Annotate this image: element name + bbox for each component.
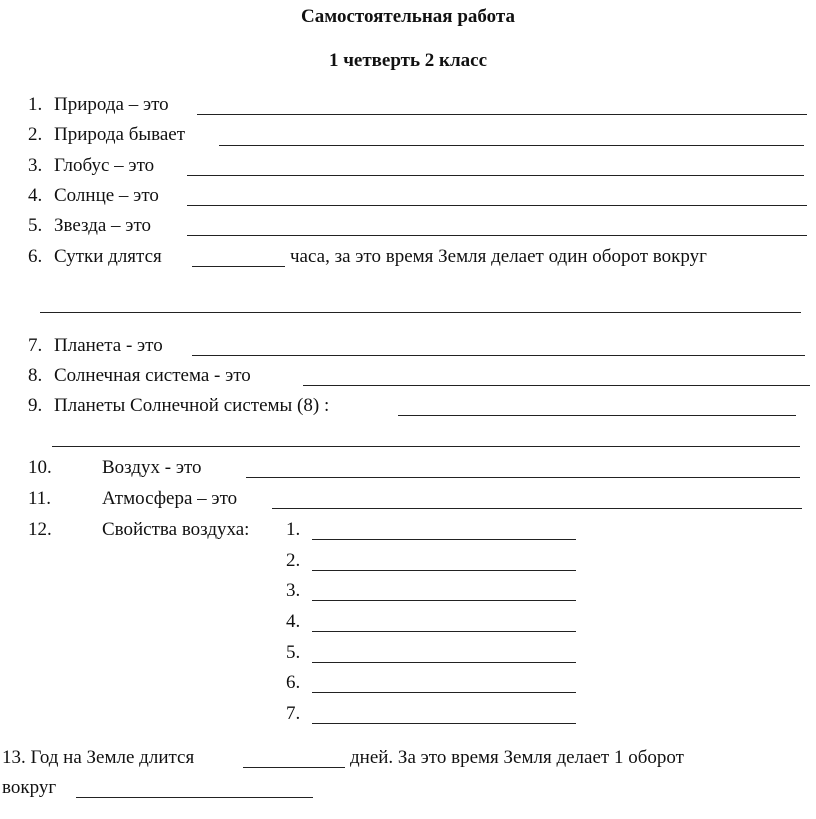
item-2-number: 2. [28,124,43,145]
answer-line-7[interactable] [192,355,805,356]
page-title: Самостоятельная работа [301,6,515,27]
item-9-text: Планеты Солнечной системы (8) : [54,395,330,416]
item-13-text-a: 13. Год на Земле длится [2,747,195,768]
property-5-number: 5. [286,642,301,663]
property-6-number: 6. [286,672,301,693]
answer-line-9b[interactable] [52,446,800,447]
item-12-text: Свойства воздуха: [102,519,250,540]
item-2-text: Природа бывает [54,124,186,145]
property-2-line[interactable] [312,570,576,571]
property-5-line[interactable] [312,662,576,663]
item-4-text: Солнце – это [54,185,159,206]
item-7-text: Планета - это [54,335,163,356]
item-3-number: 3. [28,155,43,176]
item-11-number: 11. [28,488,52,509]
item-6-text-2: часа, за это время Земля делает один оборот вокруг [290,246,707,267]
answer-line-10[interactable] [246,477,800,478]
answer-line-13-days[interactable] [243,767,345,768]
item-1-text: Природа – это [54,94,169,115]
answer-line-2[interactable] [219,145,804,146]
answer-line-6-around[interactable] [40,312,801,313]
item-8-text: Солнечная система - это [54,365,251,386]
item-13-text-c: вокруг [2,777,57,798]
answer-line-6-hours[interactable] [192,266,285,267]
answer-line-8[interactable] [303,385,810,386]
property-4-number: 4. [286,611,301,632]
property-3-number: 3. [286,580,301,601]
property-7-number: 7. [286,703,301,724]
page-subtitle: 1 четверть 2 класс [328,50,488,71]
property-4-line[interactable] [312,631,576,632]
item-9-number: 9. [28,395,43,416]
item-13-text-b: дней. За это время Земля делает 1 оборот [350,747,684,768]
answer-line-9a[interactable] [398,415,796,416]
item-6-text: Сутки длятся [54,246,162,267]
answer-line-4[interactable] [187,205,807,206]
item-10-text: Воздух - это [102,457,202,478]
item-3-text: Глобус – это [54,155,155,176]
property-7-line[interactable] [312,723,576,724]
answer-line-1[interactable] [197,114,807,115]
item-11-text: Атмосфера – это [102,488,238,509]
property-1-number: 1. [286,519,301,540]
answer-line-13-around[interactable] [76,797,313,798]
item-5-text: Звезда – это [54,215,152,236]
item-1-number: 1. [28,94,43,115]
item-12-number: 12. [28,519,52,540]
item-4-number: 4. [28,185,43,206]
property-1-line[interactable] [312,539,576,540]
answer-line-11[interactable] [272,508,802,509]
item-10-number: 10. [28,457,52,478]
item-7-number: 7. [28,335,43,356]
item-8-number: 8. [28,365,43,386]
property-6-line[interactable] [312,692,576,693]
item-5-number: 5. [28,215,43,236]
answer-line-5[interactable] [187,235,807,236]
answer-line-3[interactable] [187,175,804,176]
property-3-line[interactable] [312,600,576,601]
property-2-number: 2. [286,550,301,571]
item-6-number: 6. [28,246,43,267]
